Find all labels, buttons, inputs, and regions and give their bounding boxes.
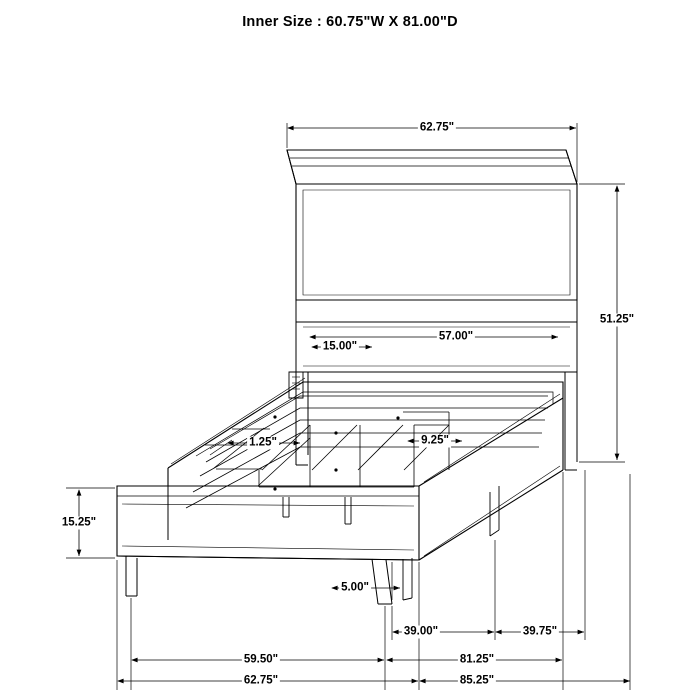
dimension-label-overall-depth: 81.25": [459, 653, 495, 666]
dimension-label-headboard-panel-width: 57.00": [438, 330, 474, 343]
dimension-label-footboard-height: 15.25": [61, 516, 97, 529]
dimension-label-headboard-height: 51.25": [599, 313, 635, 326]
page-title: Inner Size : 60.75"W X 81.00"D: [242, 14, 458, 30]
dimension-label-floor-clearance: 5.00": [341, 581, 369, 594]
dimension-label-overall-length: 85.25": [459, 674, 495, 687]
dimension-label-slat-spacing: 9.25": [421, 434, 449, 447]
dimension-label-headboard-leg-clearance: 15.00": [322, 340, 358, 353]
headboard-top-cap: [287, 150, 577, 184]
dimension-label-footboard-depth: 39.00": [403, 625, 439, 638]
dimension-label-footboard-outer-width: 62.75": [243, 674, 279, 687]
dimension-label-slat-thickness: 1.25": [249, 436, 277, 449]
dimension-label-footboard-inner-width: 59.50": [243, 653, 279, 666]
dimension-label-headboard-width: 62.75": [419, 121, 455, 134]
dimension-label-side-rail-depth: 39.75": [522, 625, 558, 638]
